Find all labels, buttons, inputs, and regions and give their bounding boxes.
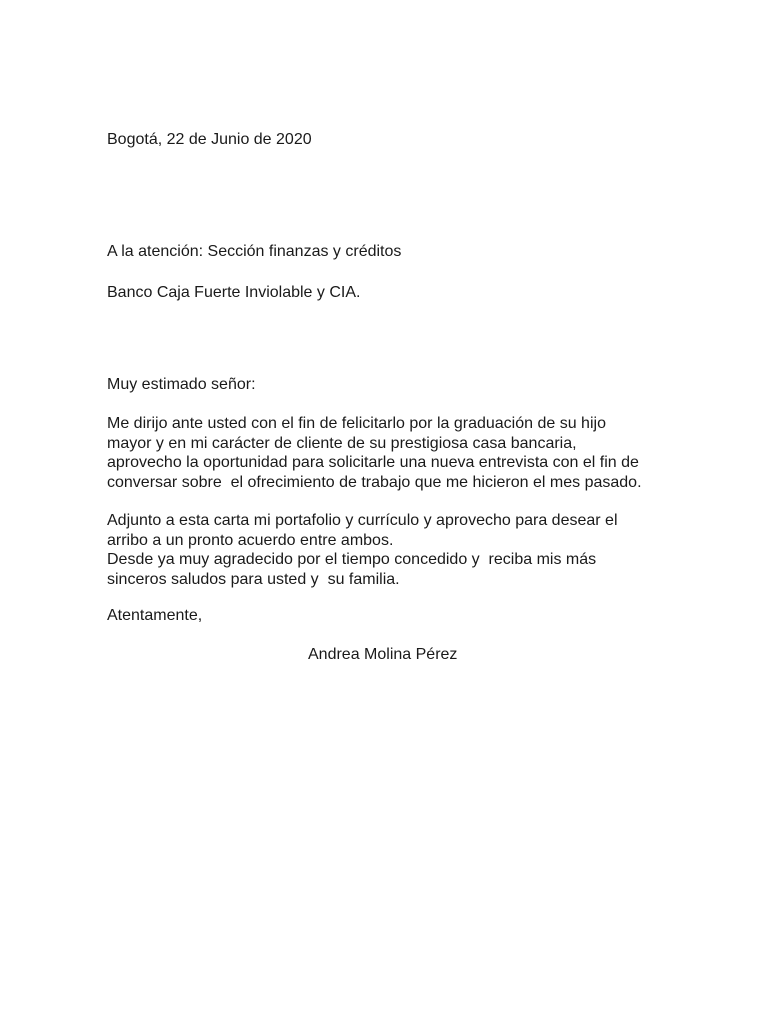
paragraph-line: mayor y en mi carácter de cliente de su prestigiosa casa bancaria,	[107, 434, 577, 452]
salutation: Muy estimado señor:	[107, 376, 256, 393]
recipient-bank: Banco Caja Fuerte Inviolable y CIA.	[107, 284, 361, 301]
paragraph-line: conversar sobre el ofrecimiento de trabajo que me hicieron el mes pasado.	[107, 473, 642, 491]
closing: Atentamente,	[107, 607, 203, 624]
body-paragraph-2	[107, 511, 687, 589]
paragraph-line: Me dirijo ante usted con el fin de felicitarlo por la graduación de su hijo	[107, 415, 606, 432]
paragraph-line: Desde ya muy agradecido por el tiempo concedido y reciba mis más	[107, 551, 597, 568]
attention-line: A la atención: Sección finanzas y créditos	[107, 243, 402, 260]
signature-name: Andrea Molina Pérez	[308, 646, 458, 663]
body-paragraph-1	[107, 414, 687, 492]
paragraph-line: sinceros saludos para usted y su familia.	[107, 570, 400, 588]
paragraph-line: arribo a un pronto acuerdo entre ambos.	[107, 531, 394, 549]
paragraph-line: aprovecho la oportunidad para solicitarle una nueva entrevista con el fin de	[107, 454, 639, 471]
paragraph-line: Adjunto a esta carta mi portafolio y currículo y aprovecho para desear el	[107, 512, 618, 529]
letter-date: Bogotá, 22 de Junio de 2020	[107, 131, 312, 148]
